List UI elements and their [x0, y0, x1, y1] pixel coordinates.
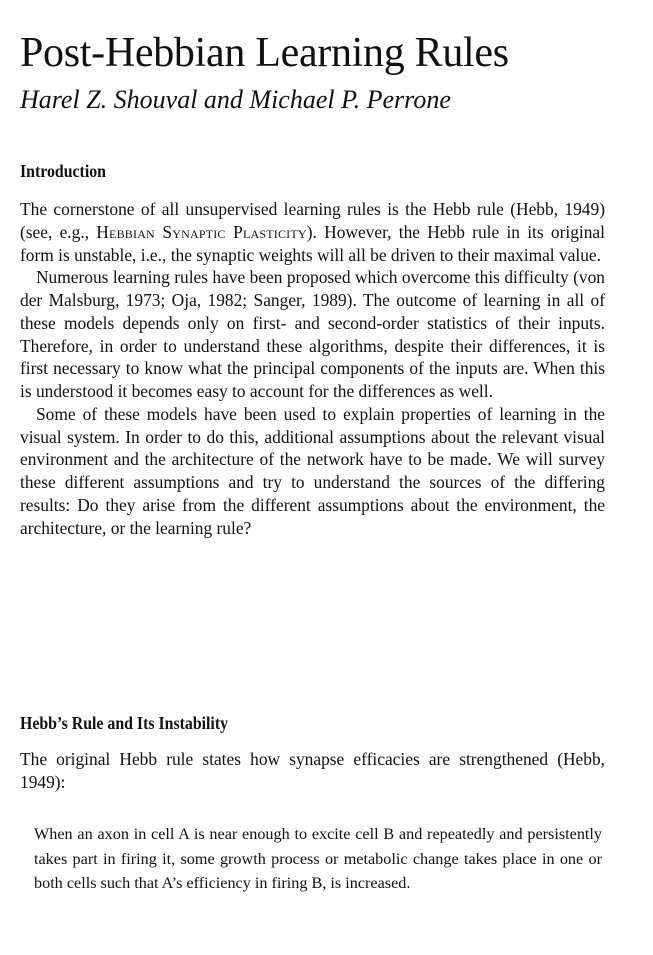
- introduction-body: [20, 198, 605, 539]
- block-quote: When an axon in cell A is near enough to excite cell B and repeatedly and persistently takes part in firing it, some growth process or metabolic change takes place in one or both cells such that A’s efficiency in firing B, is increased.: [34, 825, 602, 892]
- section-heading-hebbs-rule: Hebb’s Rule and Its Instability: [20, 713, 229, 733]
- section-heading-introduction: Introduction: [20, 161, 106, 181]
- paragraph: The original Hebb rule states how synapse efficacies are strengthened (Hebb, 1949):: [20, 749, 605, 792]
- paragraph: [20, 198, 605, 266]
- article-authors: Harel Z. Shouval and Michael P. Perrone: [20, 85, 451, 114]
- cross-reference: Hebbian Synaptic Plasticity: [96, 221, 307, 242]
- hebb-section-body: [20, 748, 605, 794]
- paragraph: Numerous learning rules have been proposed which overcome this difficulty (von der Malsburg, 1973; Oja, 1982; Sanger, 1989). The outcome of learning in all of these models depends only on first- and second-order statistics of their inputs. Therefore, in order to understand these algorithms, despite their differences, it is first necessary to know what the principal components of the inputs are. When this is understood it becomes easy to account for the differences as well.: [20, 267, 605, 401]
- article-title: Post-Hebbian Learning Rules: [20, 30, 509, 76]
- paragraph: Some of these models have been used to explain properties of learning in the visual system. In order to do this, additional assumptions about the relevant visual environment and the architecture of the network have to be made. We will survey these different assumptions and try to understand the sources of the differing results: Do they arise from the different assumptions about the environment, the architecture, or the learning rule?: [20, 403, 605, 538]
- paragraph-text: ). However, the Hebb rule in its original form is unstable, i.e., the synaptic weights will all be driven to their maximal value.: [20, 221, 605, 265]
- paragraph-text: The cornerstone of all unsupervised learning rules is the Hebb rule (Hebb, 1949) (see, e.g.,: [20, 199, 605, 242]
